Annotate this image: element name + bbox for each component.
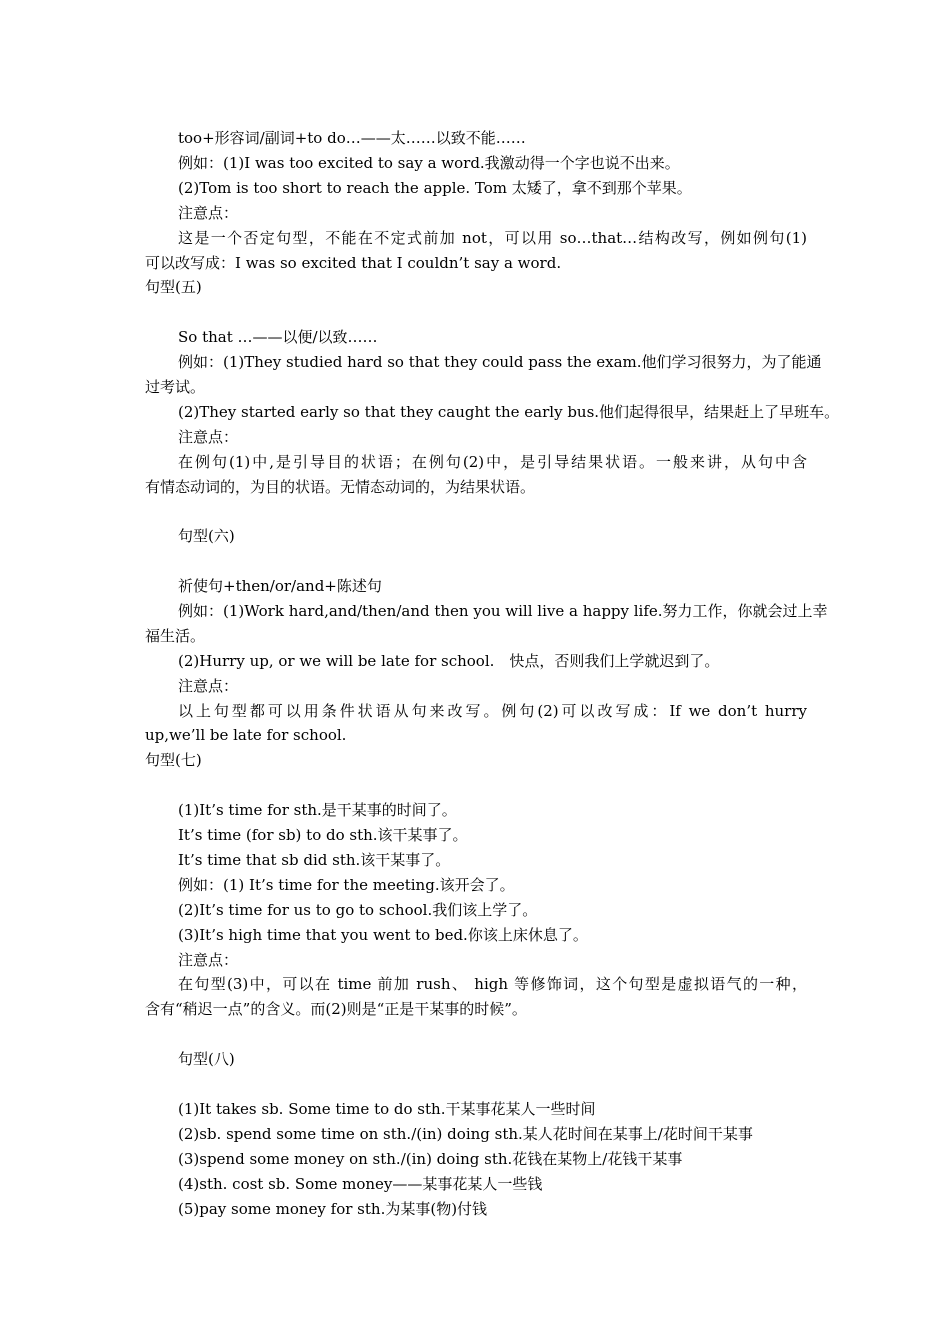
pattern-too-heading: too+形容词/副词+to do…——太……以致不能…… [178,129,526,147]
note-label: 注意点： [178,428,239,446]
note-text: 以上句型都可以用条件状语从句来改写。例句(2)可以改写成：If we don’t hurry [178,702,807,720]
pattern-line: (1)It takes sb. Some time to do sth.干某事花某人一些时间 [178,1100,596,1118]
example-line: (2)They started early so that they caught the early bus.他们起得很早，结果赶上了早班车。 [178,403,840,421]
note-text: 在句型(3)中，可以在 time 前加 rush、 high 等修饰词，这个句型是虚拟语气的一种， [178,975,807,993]
example-line: (2)It’s time for us to go to school.我们该上学了。 [178,901,538,919]
note-label: 注意点： [178,951,239,969]
pattern-line: (4)sth. cost sb. Some money——某事花某人一些钱 [178,1175,543,1193]
note-text: 有情态动词的，为目的状语。无情态动词的，为结果状语。 [145,478,536,496]
section-heading-5: 句型(五) [145,278,202,296]
section-heading-7: 句型(七) [145,751,202,769]
note-text: 这是一个否定句型，不能在不定式前加 not，可以用 so…that…结构改写，例如例句(1) [178,229,807,247]
example-line: 例如：(1)Work hard,and/then/and then you will live a happy life.努力工作，你就会过上幸 [178,602,828,620]
example-line: 福生活。 [145,627,206,645]
pattern-line: (1)It’s time for sth.是干某事的时间了。 [178,801,457,819]
note-text: 在例句(1)中,是引导目的状语；在例句(2)中，是引导结果状语。一般来讲，从句中含 [178,453,807,471]
note-text: up,we’ll be late for school. [145,726,347,744]
pattern-line: (5)pay some money for sth.为某事(物)付钱 [178,1200,488,1218]
example-line: 例如：(1) It’s time for the meeting.该开会了。 [178,876,515,894]
example-line: (2)Tom is too short to reach the apple. Tom 太矮了，拿不到那个苹果。 [178,179,692,197]
pattern-line: (3)spend some money on sth./(in) doing sth.花钱在某物上/花钱干某事 [178,1150,683,1168]
example-line: (3)It’s high time that you went to bed.你该上床休息了。 [178,926,588,944]
note-label: 注意点： [178,204,239,222]
note-text: 可以改写成：I was so excited that I couldn’t say a word. [145,254,562,272]
section-heading-6: 句型(六) [178,527,235,545]
section-heading-8: 句型(八) [178,1050,235,1068]
pattern-so-that-heading: So that …——以便/以致…… [178,328,378,346]
example-line: 例如：(1)I was too excited to say a word.我激动得一个字也说不出来。 [178,154,680,172]
pattern-line: It’s time that sb did sth.该干某事了。 [178,851,451,869]
example-line: 例如：(1)They studied hard so that they could pass the exam.他们学习很努力，为了能通 [178,353,822,371]
pattern-line: It’s time (for sb) to do sth.该干某事了。 [178,826,468,844]
note-label: 注意点： [178,677,239,695]
example-line: (2)Hurry up, or we will be late for school. 快点，否则我们上学就迟到了。 [178,652,720,670]
pattern-line: (2)sb. spend some time on sth./(in) doing sth.某人花时间在某事上/花时间干某事 [178,1125,753,1143]
pattern-imperative-heading: 祈使句+then/or/and+陈述句 [178,577,382,595]
note-text: 含有“稍迟一点”的含义。而(2)则是“正是干某事的时候”。 [145,1000,527,1018]
example-line: 过考试。 [145,378,206,396]
